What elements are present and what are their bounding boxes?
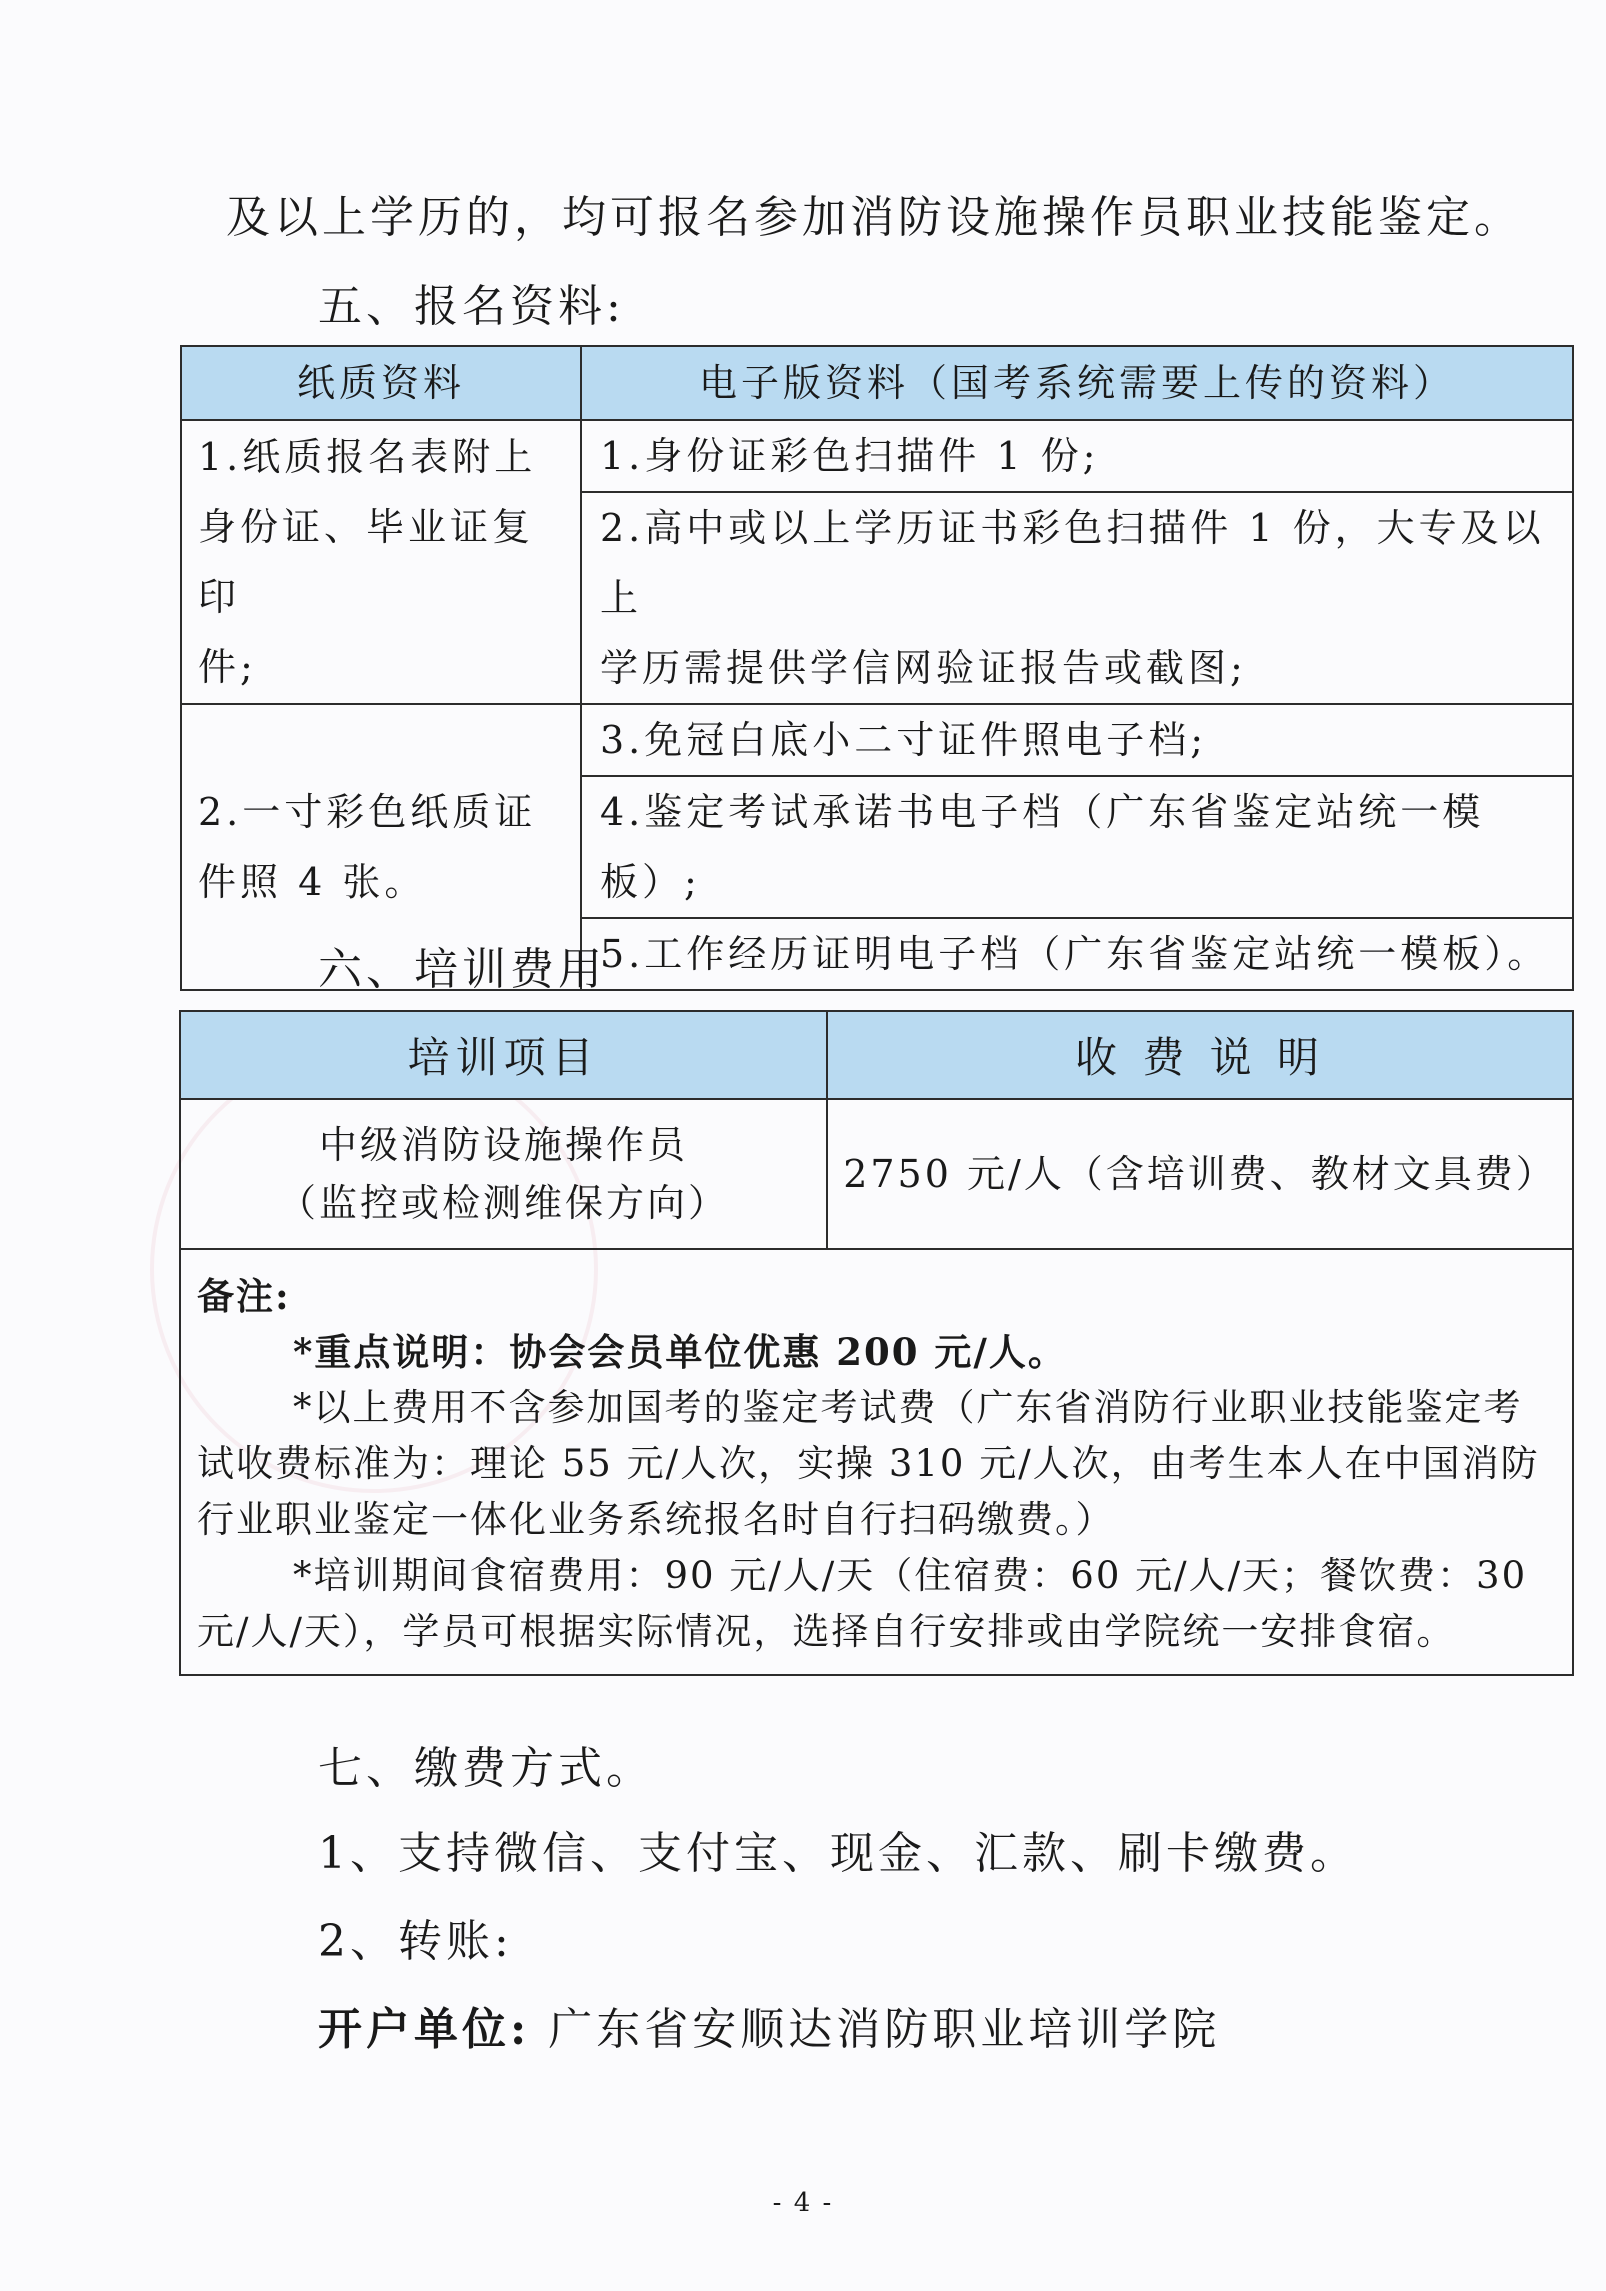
- account-value: 广东省安顺达消防职业培训学院: [548, 2004, 1221, 2055]
- note-line: 试收费标准为：理论 55 元/人次，实操 310 元/人次，由考生本人在中国消防: [197, 1442, 1540, 1485]
- training-fee-table: [179, 1010, 1574, 1676]
- fee-cell: 2750 元/人（含培训费、教材文具费）: [827, 1099, 1573, 1249]
- section7-title: 七、缴费方式。: [318, 1743, 654, 1794]
- note-highlight: *重点说明：协会会员单位优惠 200 元/人。: [293, 1330, 1067, 1374]
- account-unit: [318, 2004, 1221, 2055]
- intro-line: 及以上学历的，均可报名参加消防设施操作员职业技能鉴定。: [226, 192, 1522, 243]
- section6-title: 六、培训费用: [318, 944, 606, 995]
- fee-notes: [180, 1249, 1573, 1675]
- account-label: 开户单位:: [318, 2004, 531, 2055]
- electronic-item-3: 3.免冠白底小二寸证件照电子档;: [581, 704, 1573, 776]
- note-line: 元/人/天），学员可根据实际情况，选择自行安排或由学院统一安排食宿。: [197, 1610, 1456, 1653]
- section5-title: 五、报名资料:: [318, 281, 625, 332]
- note-line: 行业职业鉴定一体化业务系统报名时自行扫码缴费。）: [197, 1498, 1115, 1541]
- electronic-item-1: 1.身份证彩色扫描件 1 份;: [581, 420, 1573, 492]
- transfer-label: 2、转账:: [318, 1916, 513, 1967]
- electronic-item-5: 5.工作经历证明电子档（广东省鉴定站统一模板）。: [581, 918, 1573, 990]
- col-fee-header: 收 费 说 明: [827, 1011, 1573, 1099]
- col-electronic-header: 电子版资料（国考系统需要上传的资料）: [581, 346, 1573, 420]
- electronic-item-4: 4.鉴定考试承诺书电子档（广东省鉴定站统一模板）;: [581, 776, 1573, 918]
- electronic-item-2: 2.高中或以上学历证书彩色扫描件 1 份，大专及以上 学历需提供学信网验证报告或截图;: [581, 492, 1573, 704]
- paper-item-1: 1.纸质报名表附上 身份证、毕业证复印 件;: [181, 420, 581, 704]
- col-item-header: 培训项目: [180, 1011, 827, 1099]
- payment-methods: 1、支持微信、支付宝、现金、汇款、刷卡缴费。: [318, 1828, 1358, 1879]
- col-paper-header: 纸质资料: [181, 346, 581, 420]
- paper-item-2: 2.一寸彩色纸质证 件照 4 张。: [181, 704, 581, 990]
- registration-materials-table: [180, 345, 1574, 995]
- note-line: *以上费用不含参加国考的鉴定考试费（广东省消防行业职业技能鉴定考: [293, 1386, 1523, 1429]
- page-number: - 4 -: [772, 2188, 834, 2218]
- note-title: 备注:: [197, 1274, 291, 1318]
- note-line: *培训期间食宿费用：90 元/人/天（住宿费：60 元/人/天；餐饮费：30: [293, 1554, 1528, 1597]
- training-item-cell: 中级消防设施操作员 （监控或检测维保方向）: [180, 1099, 827, 1249]
